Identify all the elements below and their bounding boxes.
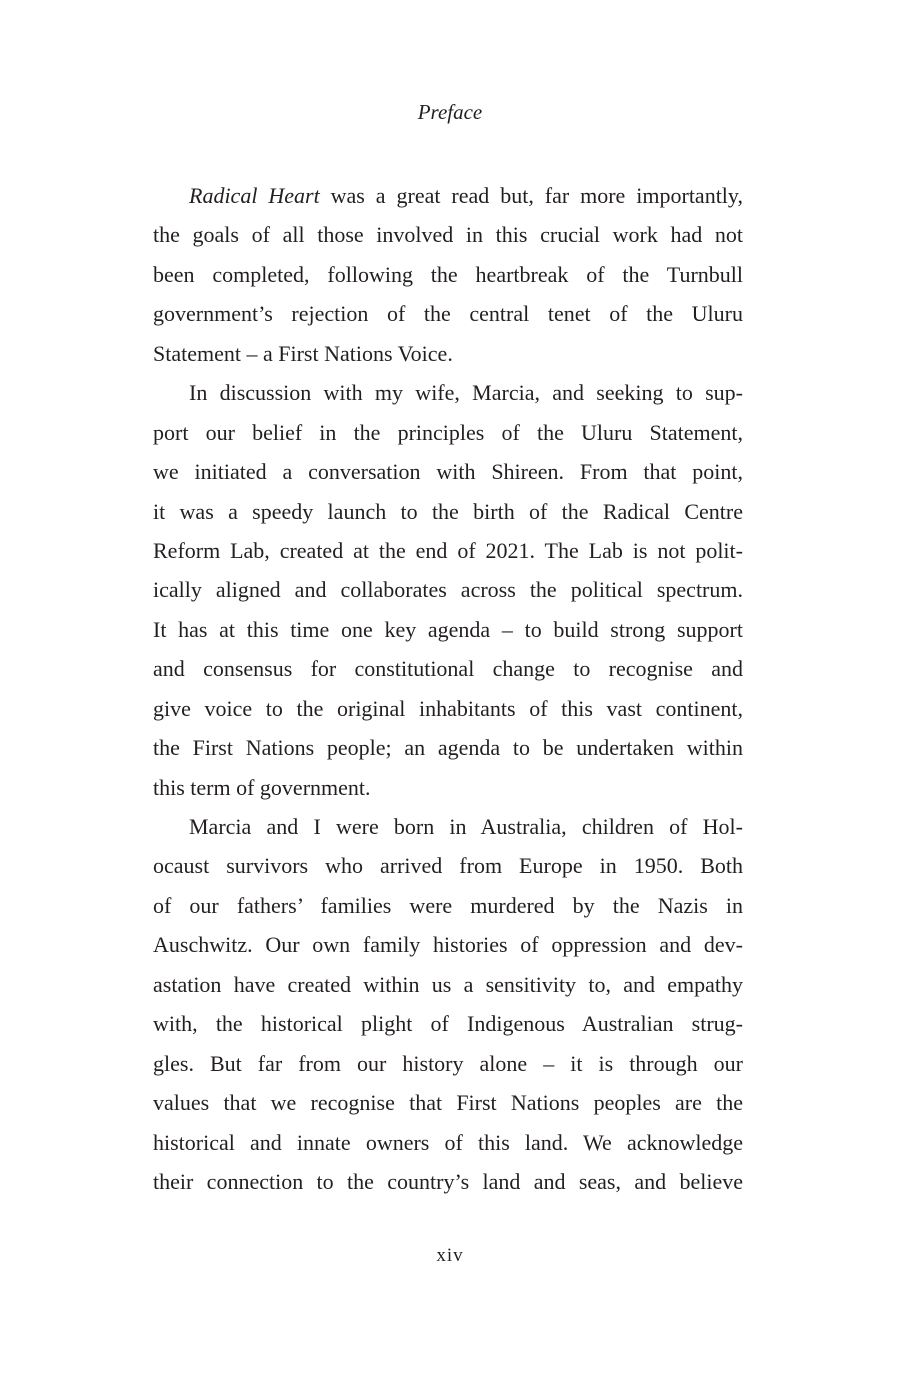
running-head: Preface [417, 100, 483, 124]
book-title: Radical Heart [189, 183, 320, 208]
text-line: of our fathers’ families were murdered by the Nazis in [153, 892, 743, 918]
text-line: Auschwitz. Our own family histories of oppression and dev- [153, 932, 743, 958]
text-line: astation have created within us a sensitivity to, and empathy [153, 971, 743, 997]
text-line: been completed, following the heartbreak of the Turnbull [153, 261, 743, 287]
text-line: ocaust survivors who arrived from Europe in 1950. Both [153, 853, 743, 879]
text-line: their connection to the country’s land and seas, and believe [153, 1168, 743, 1194]
text-line: It has at this time one key agenda – to build strong support [153, 616, 743, 642]
text-line: this term of government. [153, 774, 371, 800]
body-text [153, 176, 743, 1201]
text-line: In discussion with my wife, Marcia, and seeking to sup- [189, 380, 743, 406]
text-line: with, the historical plight of Indigenous Australian strug- [153, 1011, 743, 1037]
text-line: government’s rejection of the central tenet of the Uluru [153, 301, 743, 327]
text-line: historical and innate owners of this land. We acknowledge [153, 1129, 743, 1155]
text-line: the First Nations people; an agenda to be undertaken within [153, 735, 743, 761]
text-line: Statement – a First Nations Voice. [153, 340, 453, 366]
text-line: Reform Lab, created at the end of 2021. The Lab is not polit- [153, 537, 743, 563]
text-line: we initiated a conversation with Shireen. From that point, [153, 459, 743, 485]
text-line: ically aligned and collaborates across the political spectrum. [153, 577, 743, 603]
text-line: give voice to the original inhabitants of this vast continent, [153, 695, 743, 721]
page-number: xiv [436, 1245, 464, 1266]
text-line: and consensus for constitutional change to recognise and [153, 656, 743, 682]
text-line: values that we recognise that First Nations peoples are the [153, 1090, 743, 1116]
text-line: the goals of all those involved in this crucial work had not [153, 222, 743, 248]
text-line: Radical Heart was a great read but, far more importantly, [189, 183, 743, 208]
text-line: Marcia and I were born in Australia, children of Hol- [189, 814, 743, 839]
text-line: port our belief in the principles of the Uluru Statement, [153, 419, 743, 445]
text-line: it was a speedy launch to the birth of the Radical Centre [153, 498, 743, 524]
text-line: gles. But far from our history alone – it is through our [153, 1050, 743, 1076]
